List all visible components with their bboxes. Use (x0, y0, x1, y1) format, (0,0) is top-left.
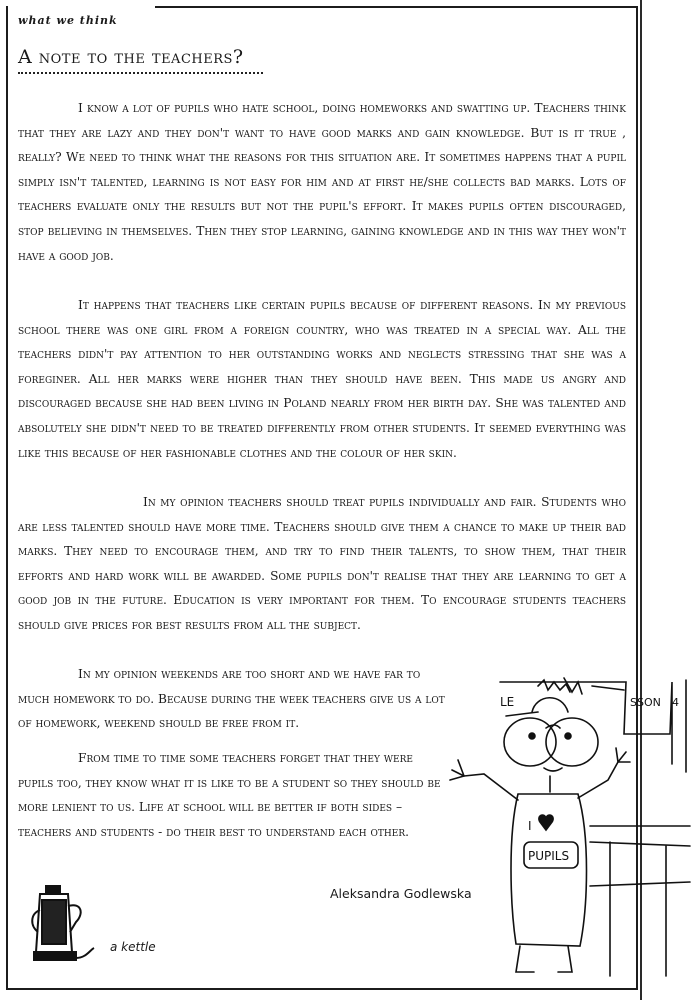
paragraph-1: I know a lot of pupils who hate school, doing homeworks and swatting up. Teachers think that they are lazy and they don't want to have good marks and gain knowledge. But is it true , really? We need to think what the reasons for this situation are. It sometimes happens that a pupil simply isn't talented, learning is not easy for him and at first he/she collects bad marks. Lots of teachers evaluate only the results but not the pupil's effort. It makes pupils often discouraged, stop believing in themselves. Then they stop learning, gaining knowledge and in this way they won't have a good job. (18, 101, 626, 263)
doodle-shirt-letter: I (528, 819, 532, 833)
page-frame-top-rule (155, 6, 638, 8)
kettle-icon (26, 880, 106, 972)
doodle-board-text-right: SSON (630, 696, 661, 709)
doodle-shirt-word: PUPILS (528, 849, 570, 863)
author-signature: Aleksandra Godlewska (330, 886, 472, 901)
headline-underline (18, 72, 263, 74)
paragraph-4: In my opinion weekends are too short and we have far to much homework to do. Because during the week teachers give us a lot of homework, weekend should be free from it. (18, 667, 445, 731)
section-label: what we think (18, 14, 118, 27)
paragraph-3: In my opinion teachers should treat pupils individually and fair. Students who are less talented should have more time. Teachers should give them a chance to make up their bad marks. They need to encourage them, and try to find their talents, to show them, that their efforts and hard work will be awarded. Some pupils don't realise that they are learning to get a good job in the future. Education is very important for them. To encourage students teachers should give prices for best results from all the subject. (18, 495, 626, 632)
doodle-board-number: 4 (672, 696, 679, 709)
article-headline: A note to the teachers? (18, 46, 244, 68)
teacher-doodle (440, 676, 698, 988)
paragraph-5: From time to time some teachers forget that they were pupils too, they know what it is like to be a student so they should be more lenient to us. Life at school will be better if both sides – teachers and students - do their best to understand each other. (18, 751, 441, 839)
doodle-board-text-left: LE (500, 695, 515, 709)
illustration-caption: a kettle (110, 940, 156, 954)
paragraph-2: It happens that teachers like certain pupils because of different reasons. In my previous school there was one girl from a foreign country, who was treated in a special way. All the teachers didn't pay attention to her outstanding works and neglects stressing that she was a foreginer. All her marks were higher than they should have been. This made us angry and discouraged because she had been living in Poland nearly from her birth day. She was talented and absolutely she didn't need to be treated differently from other students. It seemed everything was like this because of her fashionable clothes and the colour of her skin. (18, 298, 626, 460)
